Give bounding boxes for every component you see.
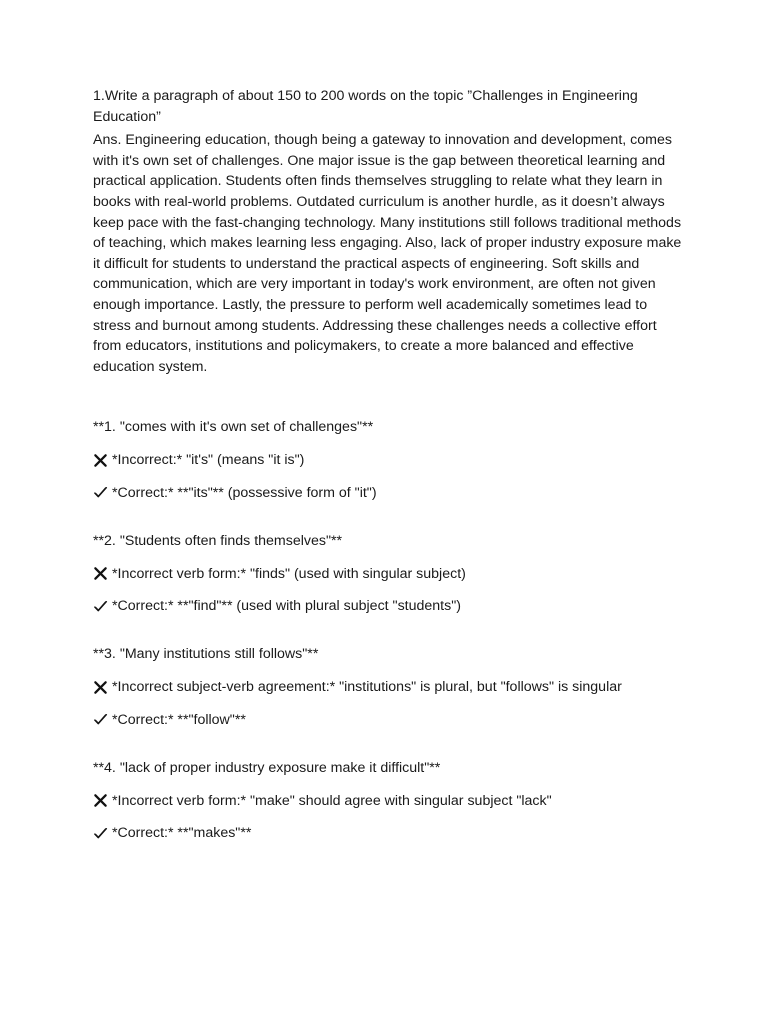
incorrect-line xyxy=(93,450,683,470)
check-mark-icon xyxy=(93,826,108,841)
correction-heading: **1. "comes with it's own set of challenges"** xyxy=(93,419,374,436)
correct-text: *Correct:* **"its"** (possessive form of "it") xyxy=(112,484,377,501)
corrections-list xyxy=(93,417,683,843)
correction-heading: **3. "Many institutions still follows"** xyxy=(93,646,319,663)
incorrect-text: *Incorrect:* "it's" (means "it is") xyxy=(112,452,305,469)
correction-item xyxy=(93,417,683,503)
incorrect-text: *Incorrect verb form:* "make" should agree with singular subject "lack" xyxy=(112,792,552,809)
correction-item xyxy=(93,531,683,617)
check-mark-icon xyxy=(93,712,108,727)
cross-mark-icon xyxy=(93,680,108,695)
question-text: 1.Write a paragraph of about 150 to 200 words on the topic ”Challenges in Engineering Education” xyxy=(93,88,638,125)
incorrect-line xyxy=(93,677,683,697)
correct-text: *Correct:* **"follow"** xyxy=(112,711,246,728)
cross-mark-icon xyxy=(93,793,108,808)
correct-text: *Correct:* **"find"** (used with plural subject "students") xyxy=(112,598,461,615)
document-page xyxy=(93,86,683,871)
incorrect-text: *Incorrect subject-verb agreement:* "institutions" is plural, but "follows" is singular xyxy=(112,679,622,696)
incorrect-line xyxy=(93,791,683,811)
correct-line xyxy=(93,710,683,730)
cross-mark-icon xyxy=(93,453,108,468)
correction-item xyxy=(93,644,683,730)
answer-paragraph: Ans. Engineering education, though being a gateway to innovation and development, comes with it's own set of challenges. One major issue is the gap between theoretical learning and practical application. Students often finds themselves struggling to relate what they learn in books with real-world problems. Outdated curriculum is another hurdle, as it doesn’t always keep pace with the fast-changing technology. Many institutions still follows traditional methods of teaching, which makes learning less engaging. Also, lack of proper industry exposure make it difficult for students to understand the practical aspects of engineering. Soft skills and communication, which are very important in today's work environment, are often not given enough importance. Lastly, the pressure to perform well academically sometimes lead to stress and burnout among students. Addressing these challenges needs a collective effort from educators, institutions and policymakers, to create a more balanced and effective education system. xyxy=(93,132,682,375)
incorrect-line xyxy=(93,564,683,584)
correction-heading: **4. "lack of proper industry exposure make it difficult"** xyxy=(93,759,441,776)
check-mark-icon xyxy=(93,599,108,614)
cross-mark-icon xyxy=(93,566,108,581)
correction-item xyxy=(93,758,683,844)
check-mark-icon xyxy=(93,485,108,500)
correct-text: *Correct:* **"makes"** xyxy=(112,825,252,842)
correction-heading: **2. "Students often finds themselves"** xyxy=(93,532,343,549)
correct-line xyxy=(93,823,683,843)
incorrect-text: *Incorrect verb form:* "finds" (used with singular subject) xyxy=(112,565,466,582)
correct-line xyxy=(93,596,683,616)
correct-line xyxy=(93,483,683,503)
